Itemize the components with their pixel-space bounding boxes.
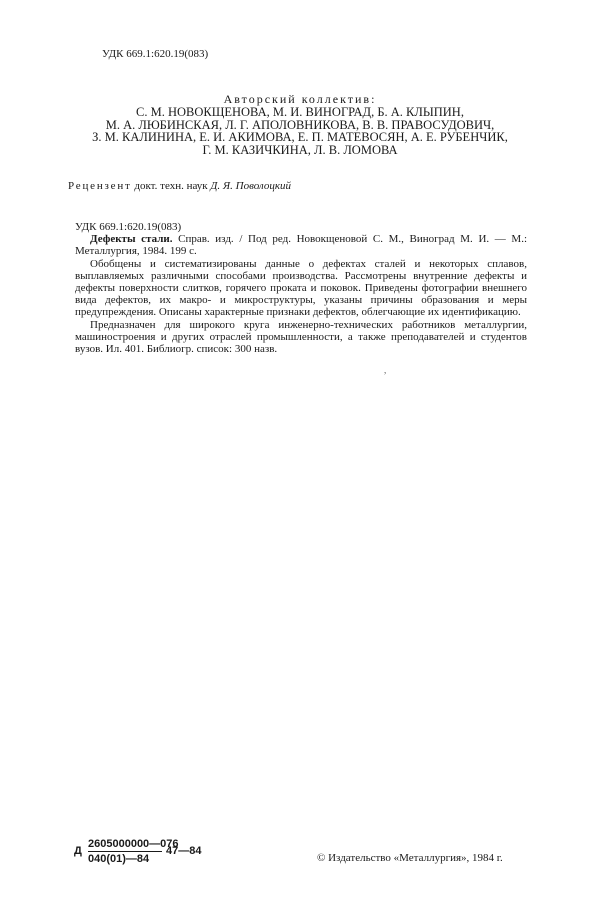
udk-code-top: УДК 669.1:620.19(083) [102,48,209,60]
biblio-title: Дефекты стали. [90,233,173,246]
reviewer-degree: докт. техн. наук [134,180,208,192]
stray-mark: , [384,365,387,375]
authors-heading: Авторский коллектив: [223,92,377,106]
reviewer-name: Д. Я. Поволоцкий [210,180,292,192]
reviewer-line [68,180,291,192]
bibliographic-record [75,221,527,355]
authors-line: Г. М. КАЗИЧКИНА, Л. В. ЛОМОВА [202,143,398,158]
reviewer-label: Рецензент [68,180,132,192]
copyright-notice: © Издательство «Металлургия», 1984 г. [317,852,503,864]
authors-line: С. М. НОВОКЩЕНОВА, М. И. ВИНОГРАД, Б. А. КЛЫПИН, [136,104,464,119]
index-suffix: 47—84 [166,845,202,857]
biblio-record [75,233,527,257]
authors-block [40,93,560,157]
biblio-record-rest: Справ. изд. / Под ред. Новокщеновой С. М., Виноград М. И. — М.: Металлургия, 1984. 199 с. [75,233,527,258]
index-fraction [88,838,179,865]
index-denominator: 040(01)—84 [88,853,150,865]
biblio-audience: Предназначен для широкого круга инженерно-технических работников металлургии, машиностроения и других отраслей промышленности, а также преподавателей и студентов вузов. Ил. 401. Библиогр. список: 300 назв. [75,318,527,356]
biblio-abstract: Обобщены и систематизированы данные о дефектах сталей и некоторых сплавов, выплавляемых различными способами производства. Рассмотрены внутренние дефекты и дефекты поверхности слитков, горячего проката и поковок. Приведены фотографии внешнего вида дефектов, их макро- и микроструктуры, указаны причины образования и меры предупреждения. Описаны характерные признаки дефектов, облегчающие их идентификацию. [75,257,527,319]
authors-line: З. М. КАЛИНИНА, Е. И. АКИМОВА, Е. П. МАТЕВОСЯН, А. Е. РУБЕНЧИК, [92,130,508,145]
biblio-udk: УДК 669.1:620.19(083) [75,221,182,233]
index-prefix: Д [74,845,82,857]
index-numerator: 2605000000—076 [88,838,179,850]
authors-line: М. А. ЛЮБИНСКАЯ, Л. Г. АПОЛОВНИКОВА, В. В. ПРАВОСУДОВИЧ, [105,117,495,132]
